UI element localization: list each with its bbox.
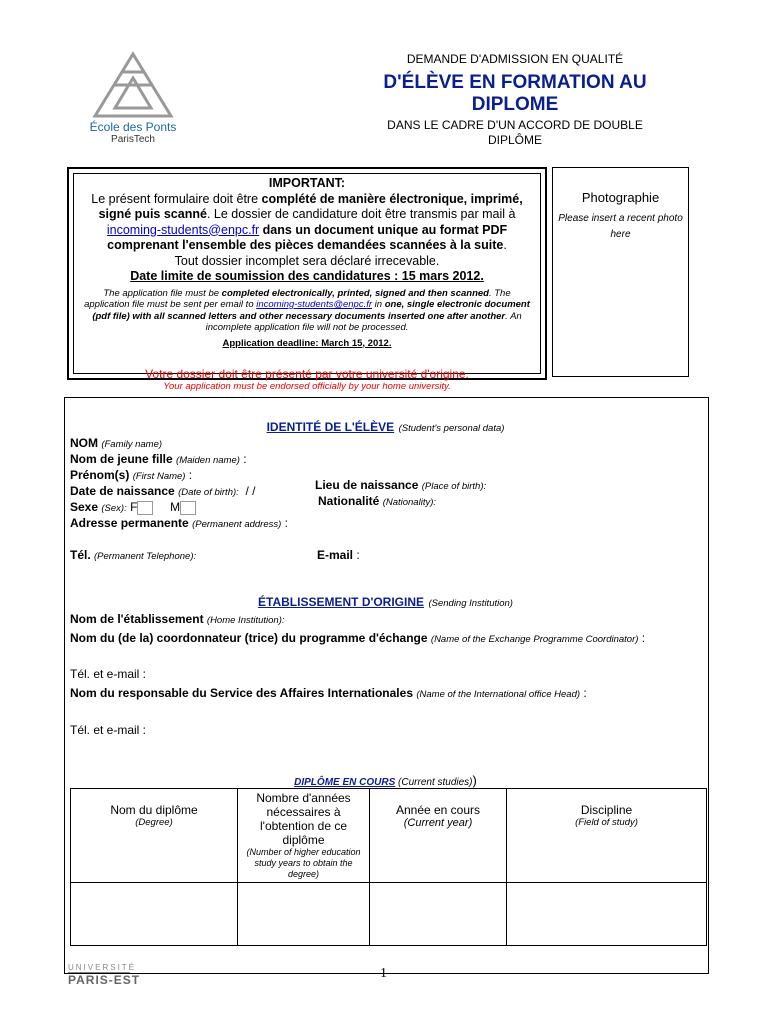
identity-title-en: (Student's personal data) [398,423,505,434]
field-en: (Field of study) [575,817,638,828]
photo-title: Photographie [581,190,660,205]
address-en: (Permanent address) [192,519,282,530]
intl-office-en: (Name of the International office Head) [416,689,581,700]
photo-note-1: Please insert a recent photo [558,213,683,224]
university-line-1: UNIVERSITÉ [68,963,137,972]
sex-en: (Sex): [101,503,127,514]
telephone-field[interactable] [70,548,196,562]
sex-m-label: M [170,500,181,514]
coordinator-label: Nom du (de la) coordonnateur (trice) du programme d'échange [70,631,428,645]
identity-fields [70,436,288,532]
birth-date-en: (Date of birth): [178,487,239,498]
en-text-1: The application file must be [103,287,222,299]
first-name-label: Prénom(s) [70,468,130,482]
header-line: DEMANDE D'ADMISSION EN QUALITÉ [406,52,624,66]
nationality-field[interactable] [318,494,486,510]
sex-label: Sexe [70,500,99,514]
fr-text-1b: complété de manière électronique, imprimé, [261,191,523,206]
page-subtitle [330,118,700,148]
deadline-en: Application deadline: March 15, 2012. [222,337,392,349]
sex-f-checkbox[interactable] [137,501,153,515]
title-line-2: DIPLOME [471,94,559,115]
important-fr-text [74,192,540,270]
birth-place-field[interactable] [315,478,486,494]
coordinator-en: (Name of the Exchange Programme Coordinator) [430,634,639,645]
important-en-text [82,288,532,334]
university-logo [68,963,178,987]
family-name-en: (Family name) [101,439,163,450]
birth-place-en: (Place of birth): [421,481,487,492]
origin-title-en: (Sending Institution) [428,598,513,609]
degree-header [71,789,238,883]
en-text-1c: . The application file must be sent per email to [84,287,511,310]
degree-en: (Degree) [135,817,173,828]
years-header [238,789,370,883]
table-row [71,883,707,946]
field-label: Discipline [580,803,633,817]
page-title [330,72,700,116]
origin-notice-en: Your application must be endorsed officially by your home university. [163,380,451,392]
coordinator-contact-field[interactable]: Tél. et e-mail : [70,667,147,681]
first-name-field[interactable]: Prénom(s) (First Name) : [70,468,193,482]
coordinator-field[interactable]: Nom du (de la) coordonnateur (trice) du programme d'échange (Name of the Exchange Programme Coordinator) : [70,631,646,645]
university-line-2: PARIS-EST [68,973,141,987]
fr-text-5: Tout dossier incomplet sera déclaré irrecevable. [174,253,440,268]
year-en: (Current year) [403,817,473,829]
studies-title: DIPLÔME EN COURS [294,777,396,788]
nationality-label: Nationalité [318,494,380,508]
address-field[interactable]: Adresse permanente (Permanent address) : [70,516,288,530]
en-text-2: in [372,299,385,310]
title-line-1: D'ÉLÈVE EN FORMATION AU [383,72,647,93]
birth-place-label: Lieu de naissance [315,478,419,492]
field-cell[interactable] [507,883,707,946]
sex-field [70,500,288,516]
maiden-name-field[interactable]: Nom de jeune fille (Maiden name) : [70,452,247,466]
institution-field[interactable] [70,612,285,626]
fr-text-2: . Le dossier de candidature doit être transmis par mail à [206,207,516,221]
intl-office-contact-field[interactable]: Tél. et e-mail : [70,723,147,737]
triangle-logo-icon [91,50,175,118]
telephone-en: (Permanent Telephone): [94,551,197,562]
en-text-1b: completed electronically, printed, signed and then scanned [221,287,489,299]
identity-fields-right [315,478,486,510]
fr-text-2b: signé puis scanné [98,207,207,221]
nationality-en: (Nationality): [382,497,437,508]
maiden-name-label: Nom de jeune fille [70,452,173,466]
studies-heading: DIPLÔME EN COURS (Current studies)) [294,773,477,788]
en-text-2b: one, single electronic document (pdf file) with all scanned letters and other necessary documents inserted one after another [92,299,530,322]
birth-date-label: Date de naissance [70,484,175,498]
logo-name: École des Ponts [89,120,177,134]
logo-subname: ParisTech [111,134,155,145]
origin-notice-fr: Votre dossier doit être présenté par votre université d'origine. [145,366,469,381]
degree-label: Nom du diplôme [110,803,198,817]
deadline-fr: Date limite de soumission des candidatures : 15 mars 2012. [130,269,484,283]
maiden-name-en: (Maiden name) [176,455,240,466]
subtitle-line-2: DIPLÔME [487,133,542,147]
institution-en: (Home Institution): [206,615,285,626]
family-name-label: NOM [70,436,98,450]
origin-title: ÉTABLISSEMENT D'ORIGINE [258,595,425,609]
origin-heading [64,593,707,611]
page-number: 1 [380,966,387,981]
studies-table [70,788,707,946]
field-header [507,789,707,883]
year-header [370,789,507,883]
photo-note-2: here [610,229,631,240]
fr-text-3b: dans un document unique au format PDF [259,222,508,237]
years-cell[interactable] [238,883,370,946]
email-link[interactable]: incoming-students@enpc.fr [106,222,260,237]
en-text-3: . An incomplete application file will not be processed. [205,310,522,333]
fr-text-1: Le présent formulaire doit être [91,191,262,206]
identity-title: IDENTITÉ DE L'ÉLÈVE [266,420,395,434]
subtitle-line-1: DANS LE CADRE D'UN ACCORD DE DOUBLE [387,118,643,132]
telephone-label: Tél. [70,548,91,562]
address-label: Adresse permanente [70,516,189,530]
family-name-field[interactable] [70,436,288,452]
fr-text-4b: comprenant l'ensemble des pièces demandées scannées à la suite [107,238,504,252]
intl-office-label: Nom du responsable du Service des Affaires Internationales [70,686,413,700]
fr-text-4: . [503,238,507,252]
year-cell[interactable] [370,883,507,946]
photo-note [553,211,688,243]
year-label: Année en cours [395,803,481,817]
school-logo [88,50,178,145]
email-label: E-mail [317,548,354,562]
identity-heading [64,418,707,436]
sex-m-checkbox[interactable] [180,501,196,515]
years-en: (Number of higher education study years to obtain the degree) [246,847,361,879]
email-link-en[interactable]: incoming-students@enpc.fr [256,299,373,310]
important-title: IMPORTANT: [268,176,346,190]
intl-office-field[interactable]: Nom du responsable du Service des Affaires Internationales (Name of the International office Head) : [70,686,587,700]
important-notice [67,167,547,392]
degree-cell[interactable] [71,883,238,946]
studies-title-en: (Current studies) [398,777,473,788]
email-field[interactable]: E-mail : [317,548,360,562]
birth-date-field[interactable] [70,484,288,500]
years-label: Nombre d'années nécessaires à l'obtention de ce diplôme [256,791,351,847]
sex-f-label: F [130,500,138,514]
institution-label: Nom de l'établissement [70,612,204,626]
table-header-row [71,789,707,883]
photo-box[interactable] [552,167,689,377]
first-name-en: (First Name) [132,471,186,482]
date-separators: / / [245,484,256,498]
